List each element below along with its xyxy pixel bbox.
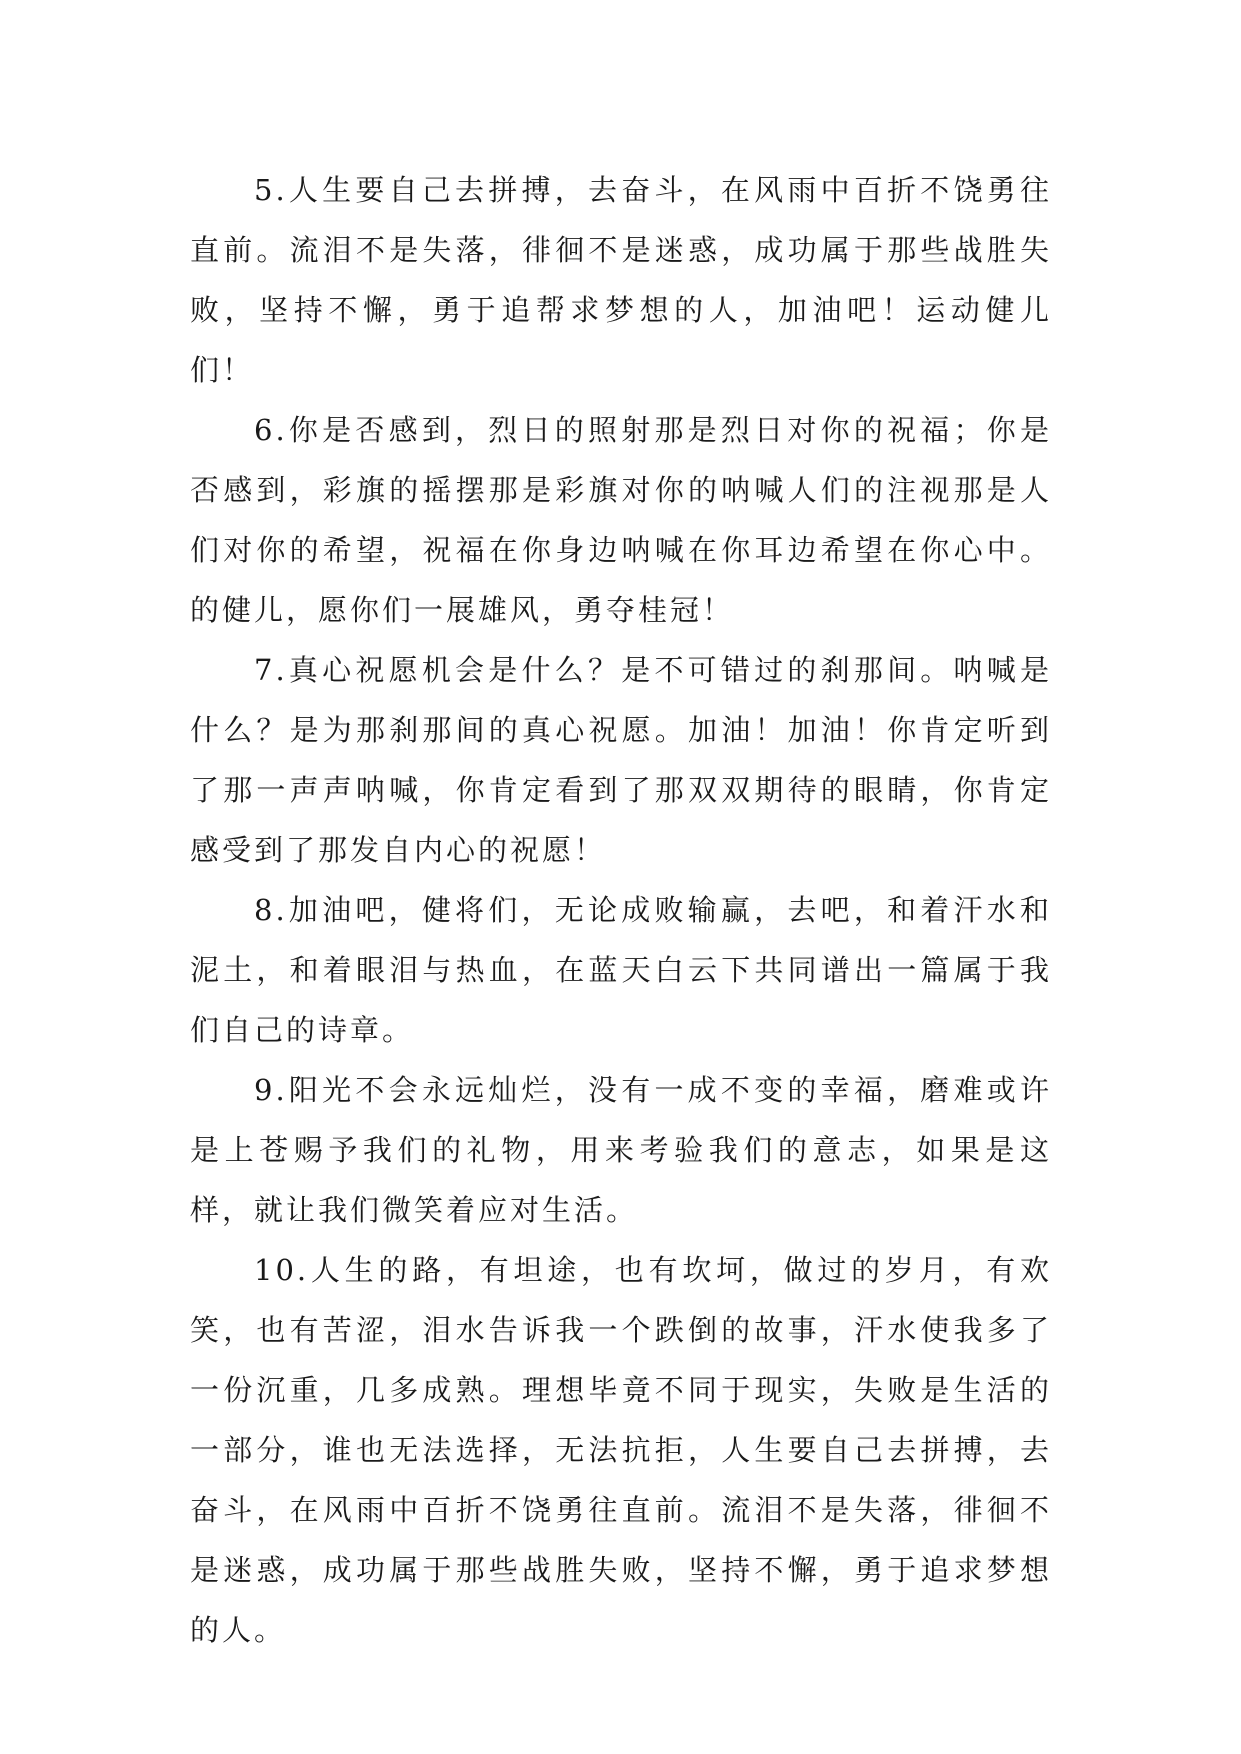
paragraph-10: 10.人生的路，有坦途，也有坎坷，做过的岁月，有欢笑，也有苦涩，泪水告诉我一个跌倒的故事，汗水使我多了一份沉重，几多成熟。理想毕竟不同于现实，失败是生活的一部分，谁也无法选择，无法抗拒，人生要自己去拼搏，去奋斗，在风雨中百折不饶勇往直前。流泪不是失落，徘徊不是迷惑，成功属于那些战胜失败，坚持不懈，勇于追求梦想的人。	[190, 1253, 1052, 1647]
paragraph-5: 5.人生要自己去拼搏，去奋斗，在风雨中百折不饶勇往直前。流泪不是失落，徘徊不是迷惑，成功属于那些战胜失败，坚持不懈，勇于追帮求梦想的人，加油吧！运动健儿们！	[190, 173, 1052, 387]
paragraph-7: 7.真心祝愿机会是什么？是不可错过的刹那间。呐喊是什么？是为那刹那间的真心祝愿。加油！加油！你肯定听到了那一声声呐喊，你肯定看到了那双双期待的眼睛，你肯定感受到了那发自内心的祝愿！	[190, 653, 1052, 867]
paragraph-8: 8.加油吧，健将们，无论成败输赢，去吧，和着汗水和泥土，和着眼泪与热血，在蓝天白云下共同谱出一篇属于我们自己的诗章。	[190, 893, 1052, 1047]
paragraph-6: 6.你是否感到，烈日的照射那是烈日对你的祝福；你是否感到，彩旗的摇摆那是彩旗对你的呐喊人们的注视那是人们对你的希望，祝福在你身边呐喊在你耳边希望在你心中。的健儿，愿你们一展雄风，勇夺桂冠！	[190, 413, 1052, 627]
document-body	[190, 160, 1052, 1660]
paragraph-9: 9.阳光不会永远灿烂，没有一成不变的幸福，磨难或许是上苍赐予我们的礼物，用来考验我们的意志，如果是这样，就让我们微笑着应对生活。	[190, 1073, 1052, 1227]
